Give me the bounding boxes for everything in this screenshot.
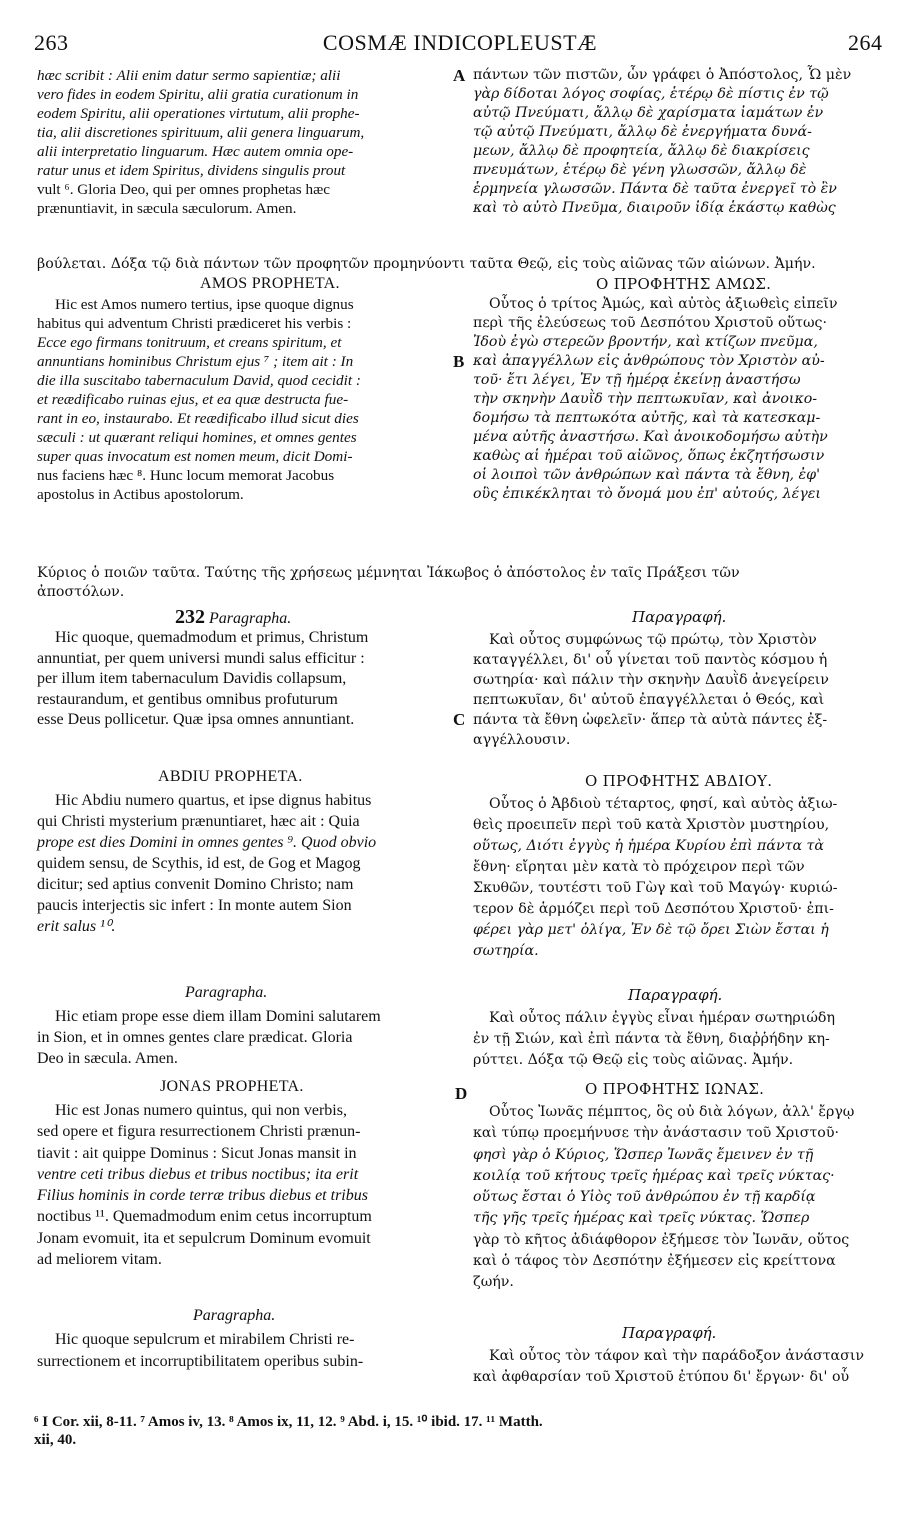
latin-line: ventre ceti tribus diebus et tribus noctibus; ita erit bbox=[37, 1165, 359, 1183]
greek-column bbox=[473, 66, 885, 218]
greek-line: ρύττει. Δόξα τῷ Θεῷ εἰς τοὺς αἰῶνας. Ἀμήν. bbox=[473, 1052, 794, 1068]
greek-line: ἐν τῇ Σιών, καὶ ἐπὶ πάντα τὰ ἔθνη, διαῤῥήδην κη- bbox=[473, 1031, 830, 1047]
latin-line: rant in eo, instaurabo. Et reædificabo illud sicut dies bbox=[37, 410, 359, 427]
greek-line: Καὶ οὗτος συμφώνως τῷ πρώτῳ, τὸν Χριστὸν bbox=[489, 632, 817, 648]
greek-line: αὐτῷ Πνεύματι, ἄλλῳ δὲ χαρίσματα ἰαμάτων ἐν bbox=[473, 105, 824, 121]
latin-line: eodem Spiritu, alii operationes virtutum, alii prophe- bbox=[37, 105, 360, 122]
greek-full-width-line: βούλεται. Δόξα τῷ διὰ πάντων τῶν προφητῶν προμηνύοντι ταῦτα Θεῷ, εἰς τοὺς αἰῶνας τῶν αἰώνων. Ἀμήν. bbox=[37, 256, 816, 272]
paragraph-heading-latin: Paragrapha. bbox=[193, 1307, 276, 1324]
greek-column-amos bbox=[473, 295, 885, 504]
page-number-right: 264 bbox=[848, 30, 883, 55]
greek-line: τὴν σκηνὴν Δαυῒδ τὴν πεπτωκυῖαν, καὶ ἀνοικο- bbox=[473, 391, 818, 407]
greek-line: δομήσω τὰ πεπτωκότα αὐτῆς, καὶ τὰ κατεσκαμ- bbox=[473, 410, 821, 426]
latin-line: Jonam evomuit, ita et sepulcrum Dominum evomuit bbox=[37, 1229, 371, 1247]
latin-line: prope est dies Domini in omnes gentes ⁹. Quod obvio bbox=[37, 834, 377, 851]
greek-line: Σκυθῶν, τουτέστι τοῦ Γὼγ καὶ τοῦ Μαγώγ· κυριώ- bbox=[473, 880, 838, 896]
latin-column-jonas bbox=[37, 1100, 449, 1270]
greek-line: θεὶς προειπεῖν περὶ τοῦ κατὰ Χριστὸν μυστηρίου, bbox=[473, 817, 830, 833]
latin-line: super quas invocatum est nomen meum, dicit Domi- bbox=[37, 448, 353, 465]
latin-line: erit salus ¹⁰. bbox=[37, 918, 116, 935]
latin-line: et reædificabo ruinas ejus, et ea quæ destructa fue- bbox=[37, 391, 349, 408]
latin-line: surrectionem et incorruptibilitatem operibus subin- bbox=[37, 1352, 364, 1370]
greek-line: κοιλίᾳ τοῦ κήτους τρεῖς ἡμέρας καὶ τρεῖς νύκτας· bbox=[473, 1167, 835, 1184]
greek-line: πάντα τὰ ἔθνη ὠφελεῖν· ἅπερ τὰ αὐτὰ πάντες ἐξ- bbox=[473, 712, 828, 728]
greek-line: τερον δὲ ἁρμόζει περὶ τοῦ Δεσπότου Χριστοῦ· ἐπι- bbox=[473, 901, 834, 917]
latin-line: Hic est Amos numero tertius, ipse quoque dignus bbox=[55, 296, 354, 313]
greek-line: γὰρ τὸ κῆτος ἀδιάφθορον ἐξήμεσε τὸν Ἰωνᾶν, οὕτος bbox=[473, 1231, 850, 1248]
latin-line: nus faciens hæc ⁸. Hunc locum memorat Jacobus bbox=[37, 467, 335, 484]
running-title: COSMÆ INDICOPLEUSTÆ bbox=[322, 30, 598, 55]
greek-line: οὕτως, Διότι ἐγγὺς ἡ ἡμέρα Κυρίου ἐπὶ πάντα τὰ bbox=[473, 838, 824, 854]
margin-marker-d: D bbox=[455, 1084, 468, 1103]
latin-line: Hic etiam prope esse diem illam Domini salutarem bbox=[55, 1008, 381, 1025]
greek-line: καθὼς αἱ ἡμέραι τοῦ αἰῶνος, ὅπως ἐκζητήσωσιν bbox=[473, 448, 825, 464]
greek-line: καὶ τὸ αὐτὸ Πνεῦμα, διαιροῦν ἰδίᾳ ἑκάστῳ καθὼς bbox=[473, 200, 836, 216]
greek-line: φησὶ γὰρ ὁ Κύριος, Ὥσπερ Ἰωνᾶς ἔμεινεν ἐν τῇ bbox=[473, 1146, 814, 1163]
greek-line: ἔθνη· εἴρηται μὲν κατὰ τὸ πρόχειρον περὶ τῶν bbox=[473, 859, 805, 875]
latin-line: vult ⁶. Gloria Deo, qui per omnes prophetas hæc bbox=[37, 181, 330, 198]
latin-line: vero fides in eodem Spiritu, alii gratia curationum in bbox=[37, 86, 359, 103]
greek-line: γὰρ δίδοται λόγος σοφίας, ἑτέρῳ δὲ πίστις ἐν τῷ bbox=[473, 86, 829, 102]
latin-line: paucis interjectis sic infert : In monte autem Sion bbox=[37, 897, 352, 914]
latin-line: noctibus ¹¹. Quemadmodum enim cetus incorruptum bbox=[37, 1208, 372, 1226]
latin-line: sed opere et figura resurrectionem Christi prænun- bbox=[37, 1123, 361, 1141]
greek-line: τοῦ· ἔτι λέγει, Ἐν τῇ ἡμέρᾳ ἐκείνῃ ἀναστήσω bbox=[473, 372, 801, 388]
greek-line: μένα αὐτῆς ἀναστήσω. Καὶ ἀνοικοδομήσω αὐτὴν bbox=[473, 429, 828, 445]
greek-line: τῆς γῆς τρεῖς ἡμέρας καὶ τρεῖς νύκτας. Ὥσπερ bbox=[473, 1210, 810, 1227]
latin-line: Hic quoque sepulcrum et mirabilem Christi re- bbox=[55, 1331, 355, 1348]
greek-line: τῷ αὐτῷ Πνεύματι, ἄλλῳ δὲ ἐνεργήματα δυνά- bbox=[473, 124, 812, 140]
paragraph-heading-greek: Παραγραφή. bbox=[622, 1324, 717, 1342]
latin-line: hæc scribit : Alii enim datur sermo sapientiæ; alii bbox=[37, 67, 341, 84]
footnotes-line: xii, 40. bbox=[34, 1432, 77, 1448]
latin-line: annuntiat, per quem universi mundi salus efficitur : bbox=[37, 649, 365, 667]
latin-column-par3 bbox=[37, 1329, 449, 1372]
greek-line: οὕτως ἔσται ὁ Υἱὸς τοῦ ἀνθρώπου ἐν τῇ καρδίᾳ bbox=[473, 1189, 816, 1206]
latin-line: annuntians hominibus Christum ejus ⁷ ; item ait : In bbox=[37, 353, 354, 370]
latin-line: Hic Abdiu numero quartus, et ipse dignus habitus bbox=[55, 792, 372, 809]
greek-line: καὶ τύπῳ προεμήνυσε τὴν ἀνάστασιν τοῦ Χριστοῦ· bbox=[473, 1125, 839, 1142]
greek-column-par2 bbox=[473, 1008, 885, 1071]
latin-line: dicitur; sed aptius convenit Domino Christo; nam bbox=[37, 876, 354, 893]
latin-line: qui Christi mysterium prænuntiaret, hæc ait : Quia bbox=[37, 813, 360, 830]
latin-line: Ecce ego firmans tonitruum, et creans spiritum, et bbox=[37, 334, 342, 351]
greek-line: περὶ τῆς ἐλεύσεως τοῦ Δεσπότου Χριστοῦ οὕτως· bbox=[473, 315, 827, 331]
latin-line: quidem sensu, de Scythis, id est, de Gog et Magog bbox=[37, 855, 361, 872]
greek-line: οὓς ἐπικέκληται τὸ ὄνομά μου ἐπ' αὐτούς, λέγει bbox=[473, 486, 821, 502]
greek-line: ζωήν. bbox=[473, 1274, 514, 1291]
greek-line: καὶ ἀφθαρσίαν τοῦ Χριστοῦ ἐτύπου δι' ἔργων· δι' οὗ bbox=[473, 1369, 850, 1385]
latin-line: Filius hominis in corde terræ tribus diebus et tribus bbox=[37, 1187, 368, 1205]
abdiu-greek-title: Ο ΠΡΟΦΗΤΗΣ ΑΒΔΙΟΥ. bbox=[585, 772, 773, 790]
greek-line: μεων, ἄλλῳ δὲ προφητεία, ἄλλῳ δὲ διακρίσεις bbox=[473, 143, 810, 159]
greek-line: φέρει γὰρ μετ' ὀλίγα, Ἐν δὲ τῷ ὄρει Σιὼν ἔσται ἡ bbox=[473, 922, 829, 938]
latin-line: sæculi : ut quærant reliqui homines, et omnes gentes bbox=[37, 429, 357, 446]
greek-line: σωτηρία. bbox=[473, 943, 539, 959]
greek-line: σωτηρία· καὶ πάλιν τὴν σκηνὴν Δαυῒδ ἀνεγείρειν bbox=[473, 672, 829, 688]
greek-full-width-line: ἀποστόλων. bbox=[37, 584, 125, 600]
latin-line: restaurandum, et gentibus omnibus profuturum bbox=[37, 690, 338, 708]
greek-line: πεπτωκυῖαν, δι' αὐτοῦ ἐπαγγέλλεται ὁ Θεός, καὶ bbox=[473, 692, 825, 708]
latin-column-abdiu bbox=[37, 790, 449, 937]
margin-marker-b: B bbox=[453, 352, 465, 371]
amos-greek-title: Ο ΠΡΟΦΗΤΗΣ ΑΜΩΣ. bbox=[596, 275, 772, 293]
paragraph-232-heading bbox=[175, 606, 291, 629]
greek-line: ἑρμηνεία γλωσσῶν. Πάντα δὲ ταῦτα ἐνεργεῖ τὸ ἓν bbox=[473, 181, 837, 197]
greek-line: Οὗτος ὁ Ἀβδιοὺ τέταρτος, φησί, καὶ αὐτὸς ἀξιω- bbox=[489, 796, 838, 812]
greek-line: Καὶ οὗτος τὸν τάφον καὶ τὴν παράδοξον ἀνάστασιν bbox=[489, 1348, 865, 1364]
latin-line: alii interpretatio linguarum. Hæc autem omnia ope- bbox=[37, 143, 354, 160]
latin-line: ad meliorem vitam. bbox=[37, 1251, 162, 1269]
paragraph-heading-latin: Paragrapha. bbox=[185, 984, 268, 1001]
latin-line: ratur unus et idem Spiritus, dividens singulis prout bbox=[37, 162, 346, 179]
greek-line: Οὗτος Ἰωνᾶς πέμπτος, ὃς οὐ διὰ λόγων, ἀλλ' ἔργῳ bbox=[489, 1104, 855, 1120]
greek-line: καὶ ἀπαγγέλλων εἰς ἀνθρώπους τὸν Χριστὸν αὐ- bbox=[473, 353, 825, 369]
paragraph-heading-greek: Παραγραφή. bbox=[628, 986, 723, 1004]
latin-line: Hic est Jonas numero quintus, qui non verbis, bbox=[55, 1102, 347, 1119]
greek-column-par232 bbox=[473, 630, 885, 750]
latin-line: Deo in sæcula. Amen. bbox=[37, 1050, 178, 1067]
latin-line: esse Deus pollicetur. Quæ ipsa omnes annuntiant. bbox=[37, 711, 355, 728]
amos-latin-title: AMOS PROPHETA. bbox=[200, 275, 340, 292]
margin-marker-c: C bbox=[453, 710, 466, 729]
latin-line: per illum item tabernaculum Davidis collapsum, bbox=[37, 670, 347, 687]
jonas-greek-title: Ο ΠΡΟΦΗΤΗΣ ΙΩΝΑΣ. bbox=[585, 1080, 765, 1098]
latin-line: tia, alii discretiones spirituum, alii genera linguarum, bbox=[37, 124, 365, 141]
greek-line: πνευμάτων, ἑτέρῳ δὲ γένη γλωσσῶν, ἄλλῳ δὲ bbox=[473, 162, 807, 178]
greek-line: αγγέλλουσιν. bbox=[473, 732, 571, 748]
greek-line: καὶ ὁ τάφος τὸν Δεσπότην ἐξήμεσεν εἰς κρείττονα bbox=[473, 1253, 836, 1270]
paragraph-number: 232 bbox=[175, 606, 205, 628]
greek-line: οἱ λοιποὶ τῶν ἀνθρώπων καὶ πάντα τὰ ἔθνη, ἐφ' bbox=[473, 467, 820, 483]
latin-line: Hic quoque, quemadmodum et primus, Christum bbox=[55, 629, 369, 646]
greek-line: Καὶ οὗτος πάλιν ἐγγὺς εἶναι ἡμέραν σωτηριώδη bbox=[489, 1010, 835, 1026]
margin-marker-a: A bbox=[453, 66, 466, 85]
latin-column-amos bbox=[37, 295, 449, 504]
greek-line: πάντων τῶν πιστῶν, ὧν γράφει ὁ Ἀπόστολος, Ὧ μὲν bbox=[473, 67, 852, 83]
jonas-latin-title: JONAS PROPHETA. bbox=[160, 1078, 304, 1095]
abdiu-latin-title: ABDIU PROPHETA. bbox=[158, 768, 303, 785]
paragraph-heading-greek: Παραγραφή. bbox=[632, 608, 727, 626]
page-number-left: 263 bbox=[34, 30, 69, 55]
greek-line: Οὗτος ὁ τρίτος Ἀμώς, καὶ αὐτὸς ἀξιωθεὶς εἰπεῖν bbox=[489, 296, 838, 312]
greek-line: Ἰδοὺ ἐγὼ στερεῶν βροντήν, καὶ κτίζων πνεῦμα, bbox=[473, 334, 818, 350]
latin-line: tiavit : ait quippe Dominus : Sicut Jonas mansit in bbox=[37, 1144, 357, 1162]
greek-column-par3 bbox=[473, 1346, 885, 1388]
greek-full-width-line: Κύριος ὁ ποιῶν ταῦτα. Ταύτης τῆς χρήσεως μέμνηται Ἰάκωβος ὁ ἀπόστολος ἐν ταῖς Πράξεσι τῶν bbox=[37, 565, 740, 581]
latin-column bbox=[37, 66, 449, 218]
latin-line: apostolus in Actibus apostolorum. bbox=[37, 486, 244, 503]
paragraph-word: Paragrapha. bbox=[209, 610, 292, 627]
footnotes-line: ⁶ I Cor. xii, 8-11. ⁷ Amos iv, 13. ⁸ Amos ix, 11, 12. ⁹ Abd. i, 15. ¹⁰ ibid. 17. ¹¹ Matth. bbox=[34, 1414, 543, 1430]
latin-column-par232 bbox=[37, 628, 449, 731]
greek-column-abdiu bbox=[473, 794, 885, 962]
latin-line: die illa suscitabo tabernaculum David, quod cecidit : bbox=[37, 372, 361, 389]
latin-column-par2 bbox=[37, 1006, 449, 1069]
greek-line: καταγγέλλει, δι' οὗ γίνεται τοῦ παντὸς κόσμου ἡ bbox=[473, 652, 828, 668]
greek-column-jonas bbox=[473, 1102, 885, 1294]
latin-line: prænuntiavit, in sæcula sæculorum. Amen. bbox=[37, 200, 297, 217]
latin-line: habitus qui adventum Christi prædiceret his verbis : bbox=[37, 315, 352, 332]
latin-line: in Sion, et in omnes gentes clare prædicat. Gloria bbox=[37, 1029, 353, 1046]
